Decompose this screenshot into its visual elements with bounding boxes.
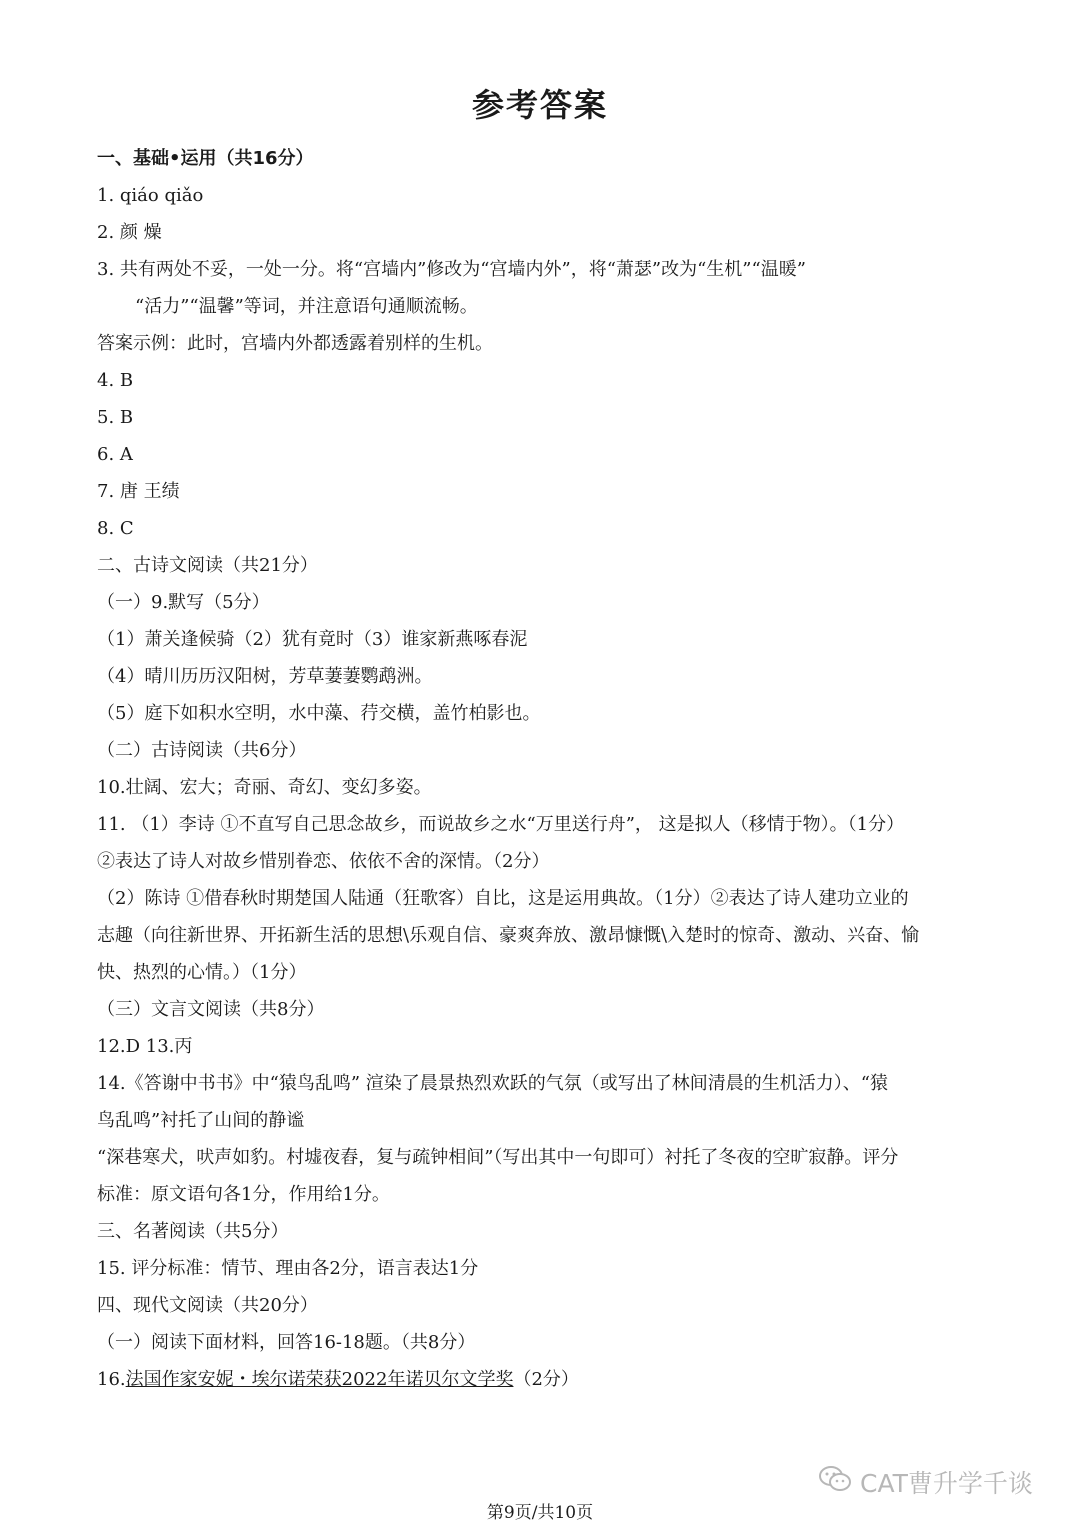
answer-line: 10.壮阔、宏大；奇丽、奇幻、变幻多姿。 <box>97 777 432 798</box>
subsection-heading: （二）古诗阅读（共6分） <box>97 740 307 761</box>
subsection-heading: （一）9.默写（5分） <box>97 592 270 613</box>
page-footer: 第9页/共10页 <box>486 1503 594 1523</box>
answer-line: 志趣（向往新世界、开拓新生活的思想\乐观自信、豪爽奔放、激昂慷慨\入楚时的惊奇、激动、兴奋、愉 <box>97 925 920 946</box>
answer-line: “活力”“温馨”等词，并注意语句通顺流畅。 <box>135 296 478 317</box>
score-note: （2分） <box>513 1369 579 1390</box>
page-title: 参考答案 <box>471 86 608 124</box>
answer-line: 11. （1）李诗 ①不直写自己思念故乡，而说故乡之水“万里送行舟”， 这是拟人（移情于物）。（1分） <box>97 814 905 835</box>
answer-line: “深巷寒犬，吠声如豹。村墟夜舂，复与疏钟相间”（写出其中一句即可）衬托了冬夜的空旷寂静。评分 <box>97 1147 899 1168</box>
answer-line: 12.D 13.丙 <box>97 1036 193 1057</box>
answer-line: ②表达了诗人对故乡惜别眷恋、依依不舍的深情。（2分） <box>97 851 550 872</box>
question-number: 16. <box>97 1369 126 1390</box>
answer-line: 标准：原文语句各1分，作用给1分。 <box>97 1184 390 1205</box>
answer-line: 快、热烈的心情。）（1分） <box>97 962 307 983</box>
answer-line: 8. C <box>97 518 134 539</box>
answer-line: 鸟乱鸣”衬托了山间的静谧 <box>97 1110 305 1131</box>
answer-line: 答案示例：此时，宫墙内外都透露着别样的生机。 <box>97 333 493 354</box>
answer-line: 7. 唐 王绩 <box>97 481 180 502</box>
answer-line: 1. qiáo qiǎo <box>97 185 204 206</box>
subsection-heading: （三）文言文阅读（共8分） <box>97 999 325 1020</box>
answer-line: 3. 共有两处不妥，一处一分。将“宫墙内”修改为“宫墙内外”，将“萧瑟”改为“生机”“温暖” <box>97 259 806 280</box>
answer-line: 14.《答谢中书书》中“猿鸟乱鸣” 渲染了晨景热烈欢跃的气氛（或写出了林间清晨的生机活力）、“猿 <box>97 1073 888 1094</box>
answer-line: （5）庭下如积水空明，水中藻、荇交横，盖竹柏影也。 <box>97 703 541 724</box>
watermark-text: CAT曹升学千谈 <box>860 1469 1033 1498</box>
subsection-heading: （一）阅读下面材料，回答16-18题。（共8分） <box>97 1332 476 1353</box>
answer-line: （1）萧关逢候骑（2）犹有竟时（3）谁家新燕啄春泥 <box>97 629 528 650</box>
answer-line: 15. 评分标准：情节、理由各2分，语言表达1分 <box>97 1258 479 1279</box>
answer-line: （4）晴川历历汉阳树，芳草萋萋鹦鹉洲。 <box>97 666 433 687</box>
section-heading: 四、现代文阅读（共20分） <box>97 1295 318 1316</box>
answer-line: 2. 颜 燥 <box>97 222 162 243</box>
answer-line: 6. A <box>97 444 133 465</box>
underlined-answer: 法国作家安妮・埃尔诺荣获2022年诺贝尔文学奖 <box>125 1369 514 1390</box>
section-heading: 一、基础•运用（共16分） <box>97 148 314 169</box>
section-heading: 三、名著阅读（共5分） <box>97 1221 289 1242</box>
watermark <box>818 1464 1033 1500</box>
answer-line-16 <box>97 1367 987 1393</box>
answer-line: 4. B <box>97 370 134 391</box>
answer-line: 5. B <box>97 407 134 428</box>
section-heading: 二、古诗文阅读（共21分） <box>97 555 318 576</box>
wechat-icon <box>818 1465 852 1499</box>
answer-line: （2）陈诗 ①借春秋时期楚国人陆通（狂歌客）自比，这是运用典故。（1分）②表达了诗人建功立业的 <box>97 888 909 909</box>
